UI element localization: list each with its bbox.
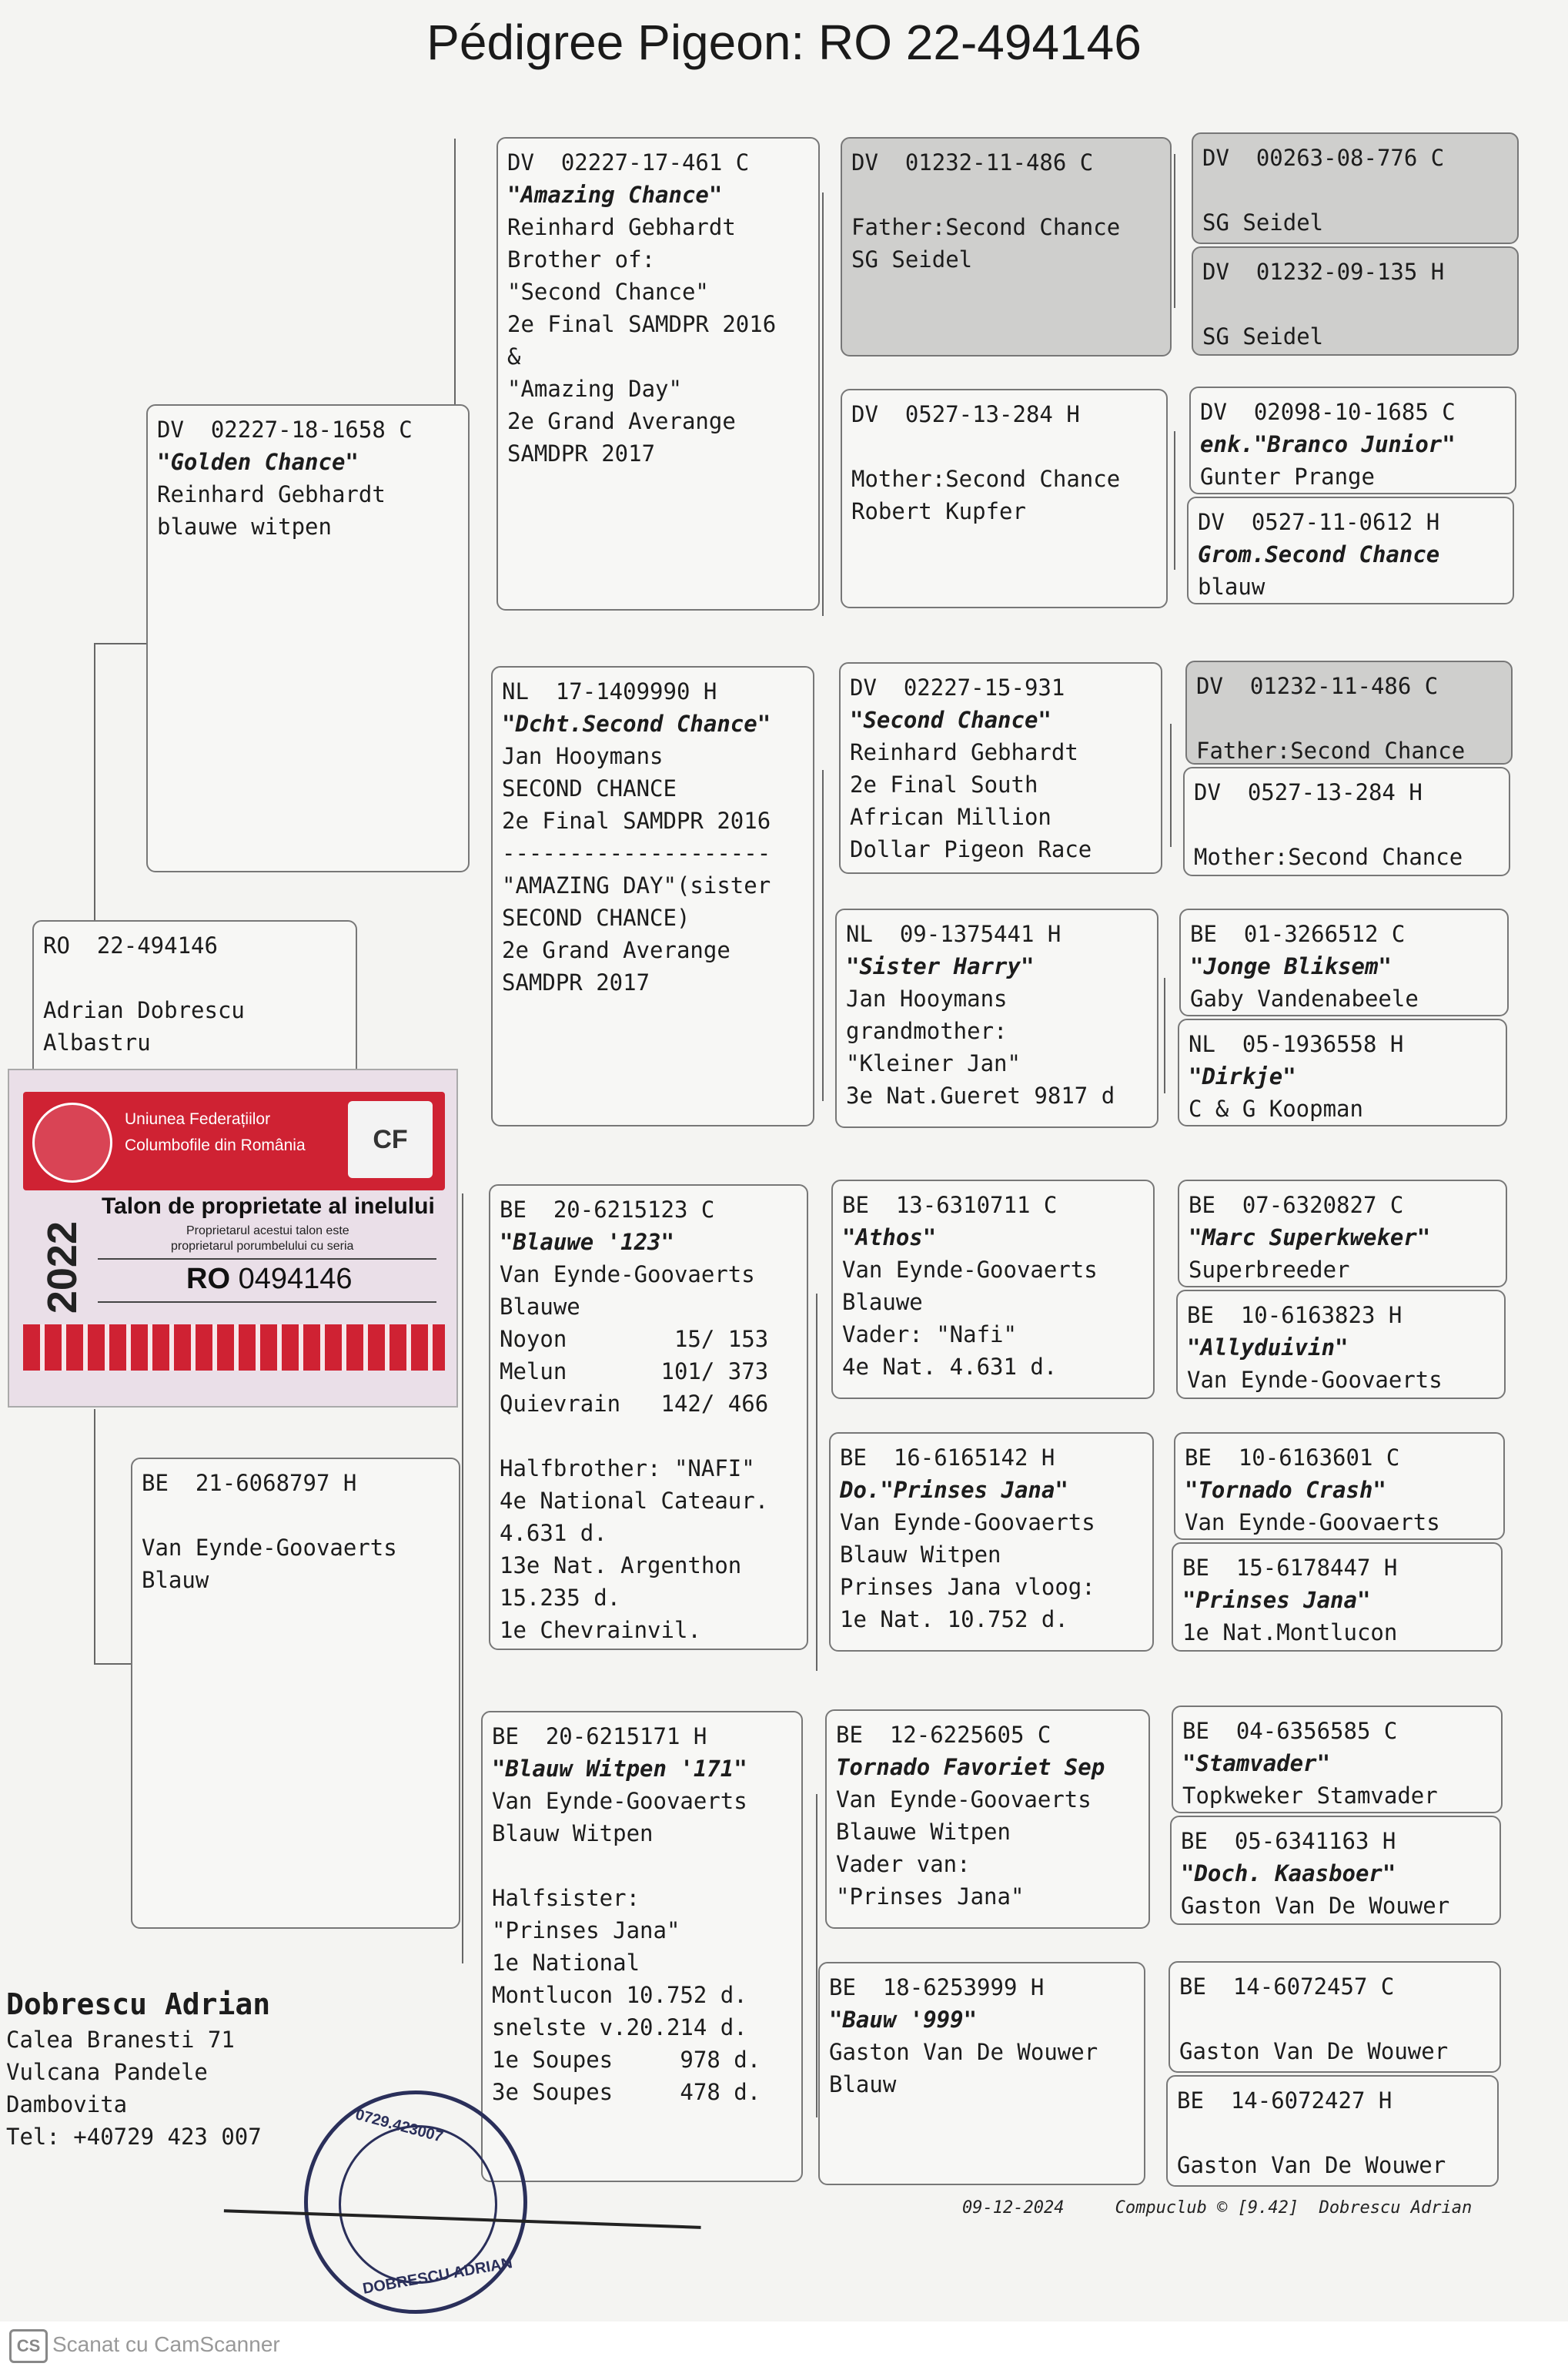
pedigree-line: SAMDPR 2017: [502, 969, 650, 996]
pedigree-line: blauw: [1198, 574, 1265, 600]
pedigree-line: Vader van:: [836, 1851, 971, 1877]
owner-stamp: [304, 2090, 527, 2314]
pedigree-line: "Kleiner Jan": [846, 1050, 1021, 1076]
pedigree-line: "Second Chance": [507, 279, 709, 305]
pedigree-line: Van Eynde-Goovaerts: [1185, 1509, 1440, 1535]
pedigree-line: Van Eynde-Goovaerts: [142, 1535, 397, 1561]
dam-card: [131, 1458, 460, 1929]
ancestor-card: [1170, 1816, 1501, 1925]
pigeon-name: "Blauw Witpen '171": [492, 1756, 747, 1782]
granddam-card: [481, 1711, 803, 2182]
pedigree-line: Van Eynde-Goovaerts: [842, 1257, 1098, 1283]
pedigree-line: 4e National Cateaur.: [500, 1488, 769, 1514]
pigeon-name: Tornado Favoriet Sep: [836, 1754, 1105, 1780]
sire-card: [146, 404, 470, 872]
ring-number: BE 14-6072427 H: [1177, 2087, 1392, 2114]
ring-number: BE 14-6072457 C: [1179, 1973, 1395, 2000]
ancestor-card: [829, 1432, 1154, 1652]
ancestor-card: [831, 1180, 1155, 1399]
pedigree-line: 1e Soupes 978 d.: [492, 2047, 761, 2073]
pedigree-line: Adrian Dobrescu: [43, 997, 245, 1023]
pedigree-line: [492, 1849, 792, 1882]
pedigree-line: Jan Hooymans: [846, 986, 1008, 1012]
ring-number: DV 02098-10-1685 C: [1200, 399, 1456, 425]
ring-number: BE 01-3266512 C: [1190, 921, 1406, 947]
ancestor-card: [1187, 497, 1514, 604]
ring-number: BE 18-6253999 H: [829, 1974, 1045, 2000]
pedigree-line: Van Eynde-Goovaerts: [836, 1786, 1092, 1813]
card-title: Talon de proprietate al inelului: [102, 1193, 435, 1219]
ancestor-card: [1185, 661, 1513, 765]
ring-number: BE 13-6310711 C: [842, 1192, 1058, 1218]
pedigree-line: [1202, 174, 1508, 206]
ring-number: BE 05-6341163 H: [1181, 1828, 1396, 1854]
pedigree-line: "AMAZING DAY"(sister: [502, 872, 771, 899]
pedigree-line: Father:Second Chance: [1196, 738, 1466, 764]
pedigree-line: Superbreeder: [1189, 1257, 1350, 1283]
federation-emblem-icon: [32, 1103, 112, 1183]
pedigree-line: Father:Second Chance: [851, 214, 1121, 240]
pigeon-name: "Marc Superkweker": [1189, 1224, 1431, 1250]
card-subtitle-2: proprietarul porumbelului cu seria: [171, 1240, 354, 1253]
pigeon-name: "Athos": [842, 1224, 937, 1250]
pedigree-line: Quievrain 142/ 466: [500, 1391, 769, 1417]
ring-number: BE 15-6178447 H: [1182, 1555, 1398, 1581]
pedigree-line: Gaston Van De Wouwer: [1177, 2152, 1446, 2178]
ring-number: NL 09-1375441 H: [846, 921, 1061, 947]
owner-address-2: Vulcana Pandele: [6, 2059, 208, 2085]
stamp-name: DOBRESCU ADRIAN: [361, 2255, 514, 2298]
pedigree-line: 1e Nat.Montlucon: [1182, 1619, 1398, 1645]
ancestor-card: [818, 1962, 1145, 2185]
pedigree-line: 2e Final SAMDPR 2016: [502, 808, 771, 834]
pedigree-line: Reinhard Gebhardt: [157, 481, 386, 507]
card-ring-digits: 0494146: [238, 1263, 353, 1295]
ring-number: DV 02227-18-1658 C: [157, 417, 413, 443]
pigeon-name: enk."Branco Junior": [1200, 431, 1456, 457]
ring-number: BE 12-6225605 C: [836, 1722, 1051, 1748]
pedigree-line: Topkweker Stamvader: [1182, 1783, 1438, 1809]
ancestor-card: [841, 137, 1172, 357]
pedigree-line: Van Eynde-Goovaerts: [492, 1788, 747, 1814]
ring-number: DV 0527-13-284 H: [1194, 779, 1423, 805]
pedigree-line: 4e Nat. 4.631 d.: [842, 1354, 1058, 1380]
card-org-line1: Uniunea Federațiilor: [125, 1110, 271, 1128]
pigeon-card: [32, 920, 357, 1082]
ring-number: DV 02227-15-931: [850, 675, 1065, 701]
pedigree-line: Albastru: [43, 1029, 151, 1056]
ring-number: BE 10-6163823 H: [1187, 1302, 1403, 1328]
connector: [94, 643, 149, 926]
pedigree-line: SG Seidel: [1202, 323, 1324, 350]
ancestor-card: [1192, 132, 1519, 244]
pedigree-line: Dollar Pigeon Race: [850, 836, 1092, 862]
pedigree-line: 1e Chevrainvil.: [500, 1617, 701, 1643]
pedigree-line: Mother:Second Chance: [1194, 844, 1463, 870]
ancestor-card: [1178, 1019, 1507, 1126]
owner-name: Dobrescu Adrian: [6, 1987, 271, 2021]
cf-logo: CF: [348, 1101, 433, 1178]
ancestor-card: [1189, 387, 1516, 494]
pedigree-line: SG Seidel: [1202, 209, 1324, 236]
pedigree-line: Blauw: [142, 1567, 209, 1593]
pedigree-line: SECOND CHANCE): [502, 905, 690, 931]
stamp-phone: 0729.423007: [353, 2106, 445, 2146]
pedigree-line: 3e Nat.Gueret 9817 d: [846, 1083, 1115, 1109]
ancestor-card: [1168, 1961, 1501, 2073]
ancestor-card: [1179, 909, 1509, 1016]
ancestor-card: [1172, 1706, 1503, 1813]
pigeon-name: "Dcht.Second Chance": [502, 711, 771, 737]
pigeon-name: "Allyduivin": [1187, 1334, 1349, 1361]
ancestor-card: [1183, 767, 1510, 876]
pedigree-line: Vader: "Nafi": [842, 1321, 1017, 1347]
pedigree-line: [1177, 2117, 1488, 2149]
pedigree-line: 15.235 d.: [500, 1585, 621, 1611]
connector: [1174, 154, 1191, 308]
pigeon-name: "Amazing Chance": [507, 182, 723, 208]
card-ring-number: [186, 1263, 353, 1296]
grandsire-card: [496, 137, 820, 611]
page-title: Pédigree Pigeon: RO 22-494146: [426, 15, 1142, 70]
ring-number: BE 07-6320827 C: [1189, 1192, 1404, 1218]
pigeon-name: "Blauwe '123": [500, 1229, 674, 1255]
ring-number: BE 21-6068797 H: [142, 1470, 357, 1496]
ancestor-card: [1172, 1542, 1503, 1652]
pigeon-name: "Golden Chance": [157, 449, 359, 475]
ancestor-card: [1166, 2075, 1499, 2187]
ancestor-card: [839, 662, 1162, 874]
pedigree-line: 1e National: [492, 1950, 640, 1976]
pedigree-line: [851, 179, 1161, 211]
pedigree-line: Noyon 15/ 153: [500, 1326, 769, 1352]
stamp-inner-ring: [339, 2125, 497, 2284]
pedigree-line: Blauwe Witpen: [836, 1819, 1011, 1845]
ring-number: DV 01232-11-486 C: [1196, 673, 1439, 699]
pedigree-line: &: [507, 343, 521, 370]
ring-number: DV 00263-08-776 C: [1202, 145, 1445, 171]
divider: [98, 1301, 436, 1303]
card-subtitle-1: Proprietarul acestui talon este: [186, 1224, 349, 1237]
ring-number: BE 16-6165142 H: [840, 1444, 1055, 1471]
pedigree-line: 2e Grand Averange: [507, 408, 736, 434]
ancestor-card: [1174, 1432, 1505, 1540]
ring-number: DV 01232-11-486 C: [851, 149, 1094, 176]
pedigree-line: Blauw Witpen: [840, 1542, 1001, 1568]
pedigree-line: Reinhard Gebhardt: [850, 739, 1078, 765]
pedigree-line: SG Seidel: [851, 246, 973, 273]
ancestor-card: [1192, 246, 1519, 356]
pedigree-line: 1e Nat. 10.752 d.: [840, 1606, 1068, 1632]
pedigree-line: 13e Nat. Argenthon: [500, 1552, 742, 1578]
pedigree-line: Gunter Prange: [1200, 464, 1375, 490]
pedigree-line: "Prinses Jana": [836, 1883, 1025, 1910]
pedigree-line: blauwe witpen: [157, 514, 332, 540]
scanner-watermark-bar: [0, 2321, 1568, 2370]
ring-number: NL 17-1409990 H: [502, 678, 717, 705]
pedigree-line: Montlucon 10.752 d.: [492, 1982, 747, 2008]
pedigree-line: "Prinses Jana": [492, 1917, 680, 1943]
pedigree-line: snelste v.20.214 d.: [492, 2014, 747, 2040]
ring-number: RO 22-494146: [43, 932, 218, 959]
scanner-watermark-text: Scanat cu CamScanner: [52, 2332, 280, 2356]
pedigree-line: 2e Final SAMDPR 2016: [507, 311, 777, 337]
pigeon-name: "Jonge Bliksem": [1190, 953, 1392, 979]
pedigree-line: C & G Koopman: [1189, 1096, 1363, 1122]
pedigree-line: --------------------: [502, 840, 771, 866]
pedigree-line: SECOND CHANCE: [502, 775, 677, 802]
pedigree-line: 2e Final South: [850, 772, 1038, 798]
pigeon-name: "Doch. Kaasboer": [1181, 1860, 1396, 1886]
pedigree-line: 2e Grand Averange: [502, 937, 731, 963]
pedigree-line: Blauwe: [842, 1289, 923, 1315]
pedigree-line: African Million: [850, 804, 1051, 830]
card-year: 2022: [39, 1221, 85, 1314]
decorative-pattern-band: [23, 1324, 445, 1371]
pedigree-line: grandmother:: [846, 1018, 1008, 1044]
pedigree-line: Brother of:: [507, 246, 656, 273]
pedigree-line: [43, 962, 346, 994]
footer-credit: 09-12-2024 Compuclub © [9.42] Dobrescu Adrian: [962, 2198, 1473, 2218]
pedigree-line: Jan Hooymans: [502, 743, 664, 769]
ring-number: DV 01232-09-135 H: [1202, 259, 1445, 285]
granddam-card: [491, 666, 814, 1126]
pedigree-line: Halfbrother: "NAFI": [500, 1455, 755, 1481]
pedigree-line: Blauw: [829, 2071, 897, 2097]
ancestor-card: [1178, 1180, 1507, 1287]
pedigree-line: Gaston Van De Wouwer: [1179, 2038, 1449, 2064]
pedigree-line: Van Eynde-Goovaerts: [1187, 1367, 1443, 1393]
ring-number: BE 20-6215171 H: [492, 1723, 707, 1749]
pigeon-name: "Prinses Jana": [1182, 1587, 1371, 1613]
pedigree-line: [500, 1420, 797, 1452]
pedigree-line: Van Eynde-Goovaerts: [840, 1509, 1095, 1535]
pedigree-line: [1196, 702, 1502, 735]
pedigree-line: Gaston Van De Wouwer: [829, 2039, 1098, 2065]
pedigree-line: 4.631 d.: [500, 1520, 607, 1546]
pedigree-line: Reinhard Gebhardt: [507, 214, 736, 240]
pedigree-line: Melun 101/ 373: [500, 1358, 769, 1384]
divider: [98, 1258, 436, 1260]
pedigree-line: [1194, 808, 1499, 841]
pedigree-line: Halfsister:: [492, 1885, 640, 1911]
ancestor-card: [841, 389, 1168, 608]
pedigree-line: Robert Kupfer: [851, 498, 1026, 524]
pigeon-name: Grom.Second Chance: [1198, 541, 1440, 567]
pedigree-line: Prinses Jana vloog:: [840, 1574, 1095, 1600]
pedigree-line: Blauw Witpen: [492, 1820, 654, 1846]
ring-number: DV 02227-17-461 C: [507, 149, 750, 176]
card-ring-prefix: RO: [186, 1263, 230, 1295]
pigeon-name: "Second Chance": [850, 707, 1051, 733]
pedigree-line: Blauwe: [500, 1294, 580, 1320]
ring-number: BE 10-6163601 C: [1185, 1444, 1400, 1471]
pedigree-line: SAMDPR 2017: [507, 440, 656, 467]
pedigree-line: [1179, 2003, 1490, 2035]
ancestor-card: [825, 1709, 1150, 1929]
pigeon-name: "Stamvader": [1182, 1750, 1331, 1776]
pedigree-line: Gaston Van De Wouwer: [1181, 1893, 1450, 1919]
grandsire-card: [489, 1184, 808, 1650]
owner-address-1: Calea Branesti 71: [6, 2027, 235, 2053]
owner-block: [6, 1985, 270, 2153]
pedigree-line: [851, 430, 1157, 463]
pedigree-line: "Amazing Day": [507, 376, 682, 402]
pigeon-name: "Tornado Crash": [1185, 1477, 1386, 1503]
card-org-line2: Columbofile din România: [125, 1136, 306, 1154]
pigeon-name: Do."Prinses Jana": [840, 1477, 1068, 1503]
pigeon-name: "Bauw '999": [829, 2007, 978, 2033]
pigeon-name: "Dirkje": [1189, 1063, 1296, 1090]
ring-number: DV 0527-13-284 H: [851, 401, 1080, 427]
pedigree-line: Gaby Vandenabeele: [1190, 986, 1419, 1012]
ring-number: DV 0527-11-0612 H: [1198, 509, 1440, 535]
ancestor-card: [835, 909, 1158, 1128]
ancestor-card: [1176, 1290, 1506, 1399]
ring-number: NL 05-1936558 H: [1189, 1031, 1404, 1057]
owner-phone: Tel: +40729 423 007: [6, 2124, 262, 2150]
pedigree-line: Mother:Second Chance: [851, 466, 1121, 492]
pigeon-name: "Sister Harry": [846, 953, 1035, 979]
ring-number: BE 20-6215123 C: [500, 1197, 715, 1223]
owner-address-3: Dambovita: [6, 2091, 128, 2117]
ring-ownership-card: [8, 1069, 458, 1408]
pedigree-line: Van Eynde-Goovaerts: [500, 1261, 755, 1287]
pedigree-line: [1202, 288, 1508, 320]
pedigree-line: 3e Soupes 478 d.: [492, 2079, 761, 2105]
camscanner-logo-icon: CS: [9, 2329, 48, 2363]
pedigree-line: [142, 1499, 450, 1531]
ring-number: BE 04-6356585 C: [1182, 1718, 1398, 1744]
